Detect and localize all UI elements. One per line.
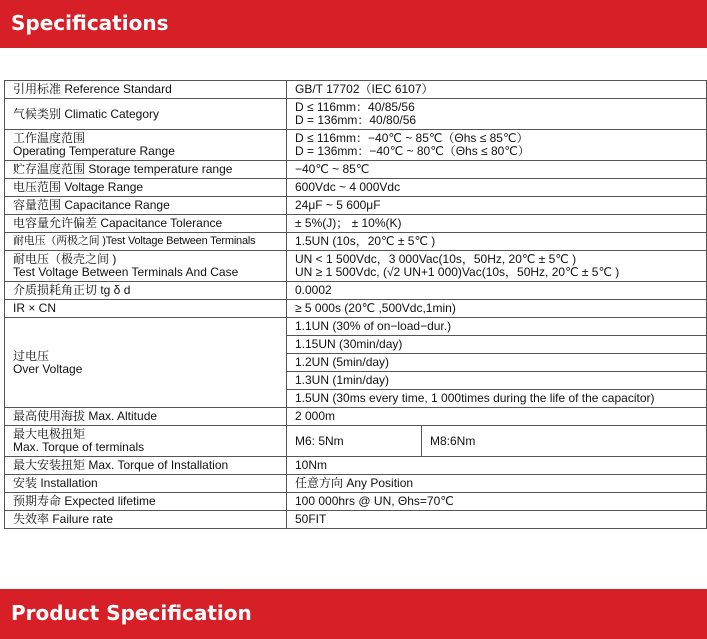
row-label: 电容量允许偏差 Capacitance Tolerance [5,215,287,233]
row-label: 过电压 Over Voltage [5,318,287,408]
row-value: 600Vdc ~ 4 000Vdc [287,179,707,197]
row-label: 介质损耗角正切 tg δ d [5,282,287,300]
over-voltage-item: 1.2UN (5min/day) [287,354,707,372]
table-row [5,300,707,318]
row-value: D ≤ 116mm：40/85/56 D = 136mm：40/80/56 [287,99,707,130]
row-value: 2 000m [287,408,707,426]
over-voltage-item: 1.3UN (1min/day) [287,372,707,390]
row-value: 1.5UN (10s，20℃ ± 5℃ ) [287,233,707,251]
row-value: 任意方向 Any Position [287,475,707,493]
row-label: 失效率 Failure rate [5,511,287,529]
row-value: 0.0002 [287,282,707,300]
product-specification-title: Product Specification [11,601,252,625]
table-row [5,475,707,493]
row-value: 50FIT [287,511,707,529]
over-voltage-item: 1.5UN (30ms every time, 1 000times during the life of the capacitor) [287,390,707,408]
row-label: 贮存温度范围 Storage temperature range [5,161,287,179]
over-voltage-item: 1.1UN (30% of on−load−dur.) [287,318,707,336]
row-label: 工作温度范围 Operating Temperature Range [5,130,287,161]
table-row [5,179,707,197]
row-label: 容量范围 Capacitance Range [5,197,287,215]
row-label: 最大安装扭矩 Max. Torque of Installation [5,457,287,475]
row-label: 气候类别 Climatic Category [5,99,287,130]
table-row [5,511,707,529]
table-row [5,215,707,233]
specifications-table [4,80,707,529]
table-row [5,318,707,336]
table-row [5,197,707,215]
torque-m6-value: M6: 5Nm [287,426,422,457]
row-value: −40℃ ~ 85℃ [287,161,707,179]
over-voltage-item: 1.15UN (30min/day) [287,336,707,354]
row-label: 电压范围 Voltage Range [5,179,287,197]
row-label: 安装 Installation [5,475,287,493]
table-row [5,81,707,99]
table-row [5,130,707,161]
row-label: 耐电压（极壳之间 ) Test Voltage Between Terminals And Case [5,251,287,282]
row-label: 预期寿命 Expected lifetime [5,493,287,511]
row-value: 100 000hrs @ UN, Θhs=70℃ [287,493,707,511]
table-row [5,161,707,179]
table-row [5,251,707,282]
row-value: 24μF ~ 5 600μF [287,197,707,215]
row-value: GB/T 17702（IEC 6107） [287,81,707,99]
row-value: UN < 1 500Vdc，3 000Vac(10s，50Hz, 20℃ ± 5℃ ) UN ≥ 1 500Vdc, (√2 UN+1 000)Vac(10s，50Hz, 20℃ ± 5℃ ) [287,251,707,282]
row-label: IR × CN [5,300,287,318]
row-label: 最高使用海拔 Max. Altitude [5,408,287,426]
table-row [5,493,707,511]
table-row [5,426,707,457]
row-value: ≥ 5 000s (20℃ ,500Vdc,1min) [287,300,707,318]
specifications-header [0,0,707,48]
table-row [5,408,707,426]
table-row [5,282,707,300]
table-row [5,457,707,475]
row-label: 引用标准 Reference Standard [5,81,287,99]
row-value: 10Nm [287,457,707,475]
row-label: 最大电极扭矩 Max. Torque of terminals [5,426,287,457]
row-label: 耐电压（两极之间 )Test Voltage Between Terminals [5,233,287,251]
row-value: D ≤ 116mm：−40℃ ~ 85℃（Θhs ≤ 85℃） D = 136mm：−40℃ ~ 80℃（Θhs ≤ 80℃） [287,130,707,161]
product-specification-header [0,589,707,639]
row-value: ± 5%(J)； ± 10%(K) [287,215,707,233]
table-row [5,99,707,130]
torque-m8-value: M8:6Nm [422,426,707,457]
table-row [5,233,707,251]
specifications-title: Specifications [11,11,169,35]
